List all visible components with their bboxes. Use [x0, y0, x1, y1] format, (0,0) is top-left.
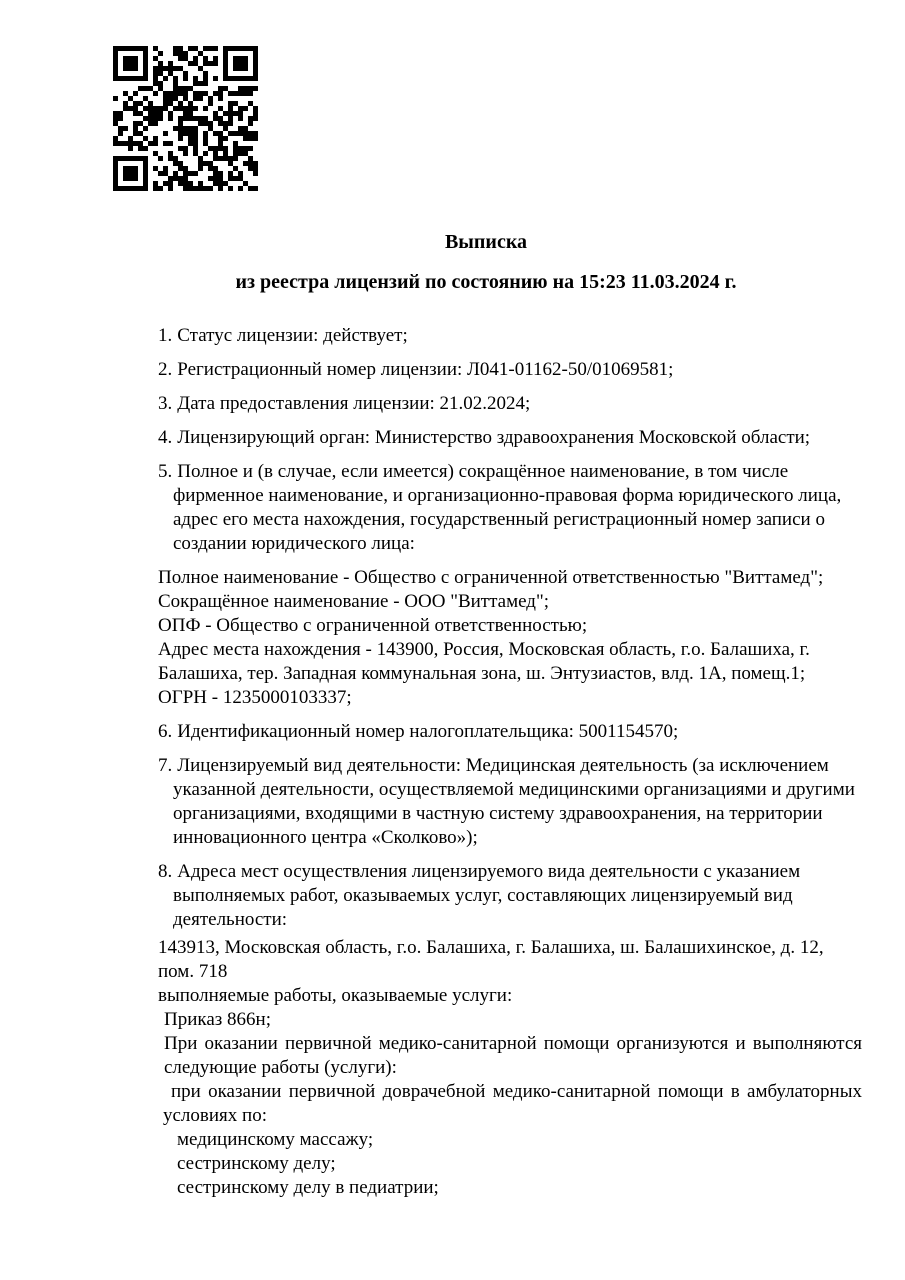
item-registration-number: [158, 358, 862, 382]
item-text: Регистрационный номер лицензии: Л041-01162-50/01069581;: [177, 359, 674, 380]
document-body: [158, 230, 862, 1200]
item-org-info-heading: [158, 460, 862, 556]
service-line-nursing: сестринскому делу;: [177, 1153, 336, 1174]
item-text: Лицензирующий орган: Министерство здравоохранения Московской области;: [177, 427, 811, 448]
organization-details: [158, 566, 862, 710]
item-activity-addresses-heading: [158, 860, 862, 932]
item-license-status: [158, 324, 862, 348]
order-reference: Приказ 866н;: [164, 1009, 271, 1030]
item-text: Дата предоставления лицензии: 21.02.2024;: [177, 393, 531, 414]
item-licensed-activity: [158, 754, 862, 850]
item-grant-date: [158, 392, 862, 416]
item-text: Полное и (в случае, если имеется) сокращённое наименование, в том числе фирменное наименование, и организационно-правовая форма юридического лица, адрес его места нахождения, государственный регистрационный номер записи о создании юридического лица:: [173, 461, 842, 554]
qr-code-icon: [113, 46, 258, 191]
org-ogrn: ОГРН - 1235000103337;: [158, 687, 352, 708]
document-title: Выписка: [444, 231, 528, 253]
item-text: Статус лицензии: действует;: [177, 325, 408, 346]
service-line-massage: медицинскому массажу;: [177, 1129, 374, 1150]
org-legal-form: ОПФ - Общество с ограниченной ответственностью;: [158, 615, 588, 636]
service-line-pediatric-nursing: сестринскому делу в педиатрии;: [177, 1177, 439, 1198]
activity-details: [158, 936, 862, 1200]
item-licensing-authority: [158, 426, 862, 450]
org-address: Адрес места нахождения - 143900, Россия, Московская область, г.о. Балашиха, г. Балашиха, тер. Западная коммунальная зона, ш. Энтузиастов, влд. 1А, помещ.1;: [158, 639, 810, 684]
works-header: выполняемые работы, оказываемые услуги:: [158, 985, 513, 1006]
item-number: 4.: [158, 427, 173, 448]
item-text: Идентификационный номер налогоплательщика: 5001154570;: [177, 721, 679, 742]
org-full-name: Полное наименование - Общество с ограниченной ответственностью "Виттамед";: [158, 567, 824, 588]
item-number: 6.: [158, 721, 173, 742]
works-paragraph-prehospital-care: при оказании первичной доврачебной медико-санитарной помощи в амбулаторных условиях по:: [163, 1081, 862, 1126]
item-taxpayer-number: [158, 720, 862, 744]
item-number: 3.: [158, 393, 173, 414]
document-subtitle: из реестра лицензий по состоянию на 15:23 11.03.2024 г.: [235, 271, 737, 293]
item-number: 1.: [158, 325, 173, 346]
item-text: Лицензируемый вид деятельности: Медицинская деятельность (за исключением указанной деятельности, осуществляемой медицинскими организациями и другими организациями, входящими в частную систему здравоохранения, на территории инновационного центра «Сколково»);: [173, 755, 855, 848]
license-items-group-1: [158, 324, 862, 556]
org-short-name: Сокращённое наименование - ООО "Виттамед";: [158, 591, 549, 612]
item-number: 5.: [158, 461, 173, 482]
item-number: 8.: [158, 861, 173, 882]
item-number: 2.: [158, 359, 173, 380]
license-items-group-2: [158, 720, 862, 932]
document-text: [158, 324, 862, 1200]
works-paragraph-primary-care: При оказании первичной медико-санитарной помощи организуются и выполняются следующие работы (услуги):: [164, 1033, 862, 1078]
activity-address: 143913, Московская область, г.о. Балашиха, г. Балашиха, ш. Балашихинское, д. 12, пом. 718: [158, 937, 824, 982]
item-number: 7.: [158, 755, 173, 776]
item-text: Адреса мест осуществления лицензируемого вида деятельности с указанием выполняемых работ, оказываемых услуг, составляющих лицензируемый вид деятельности:: [173, 861, 801, 930]
